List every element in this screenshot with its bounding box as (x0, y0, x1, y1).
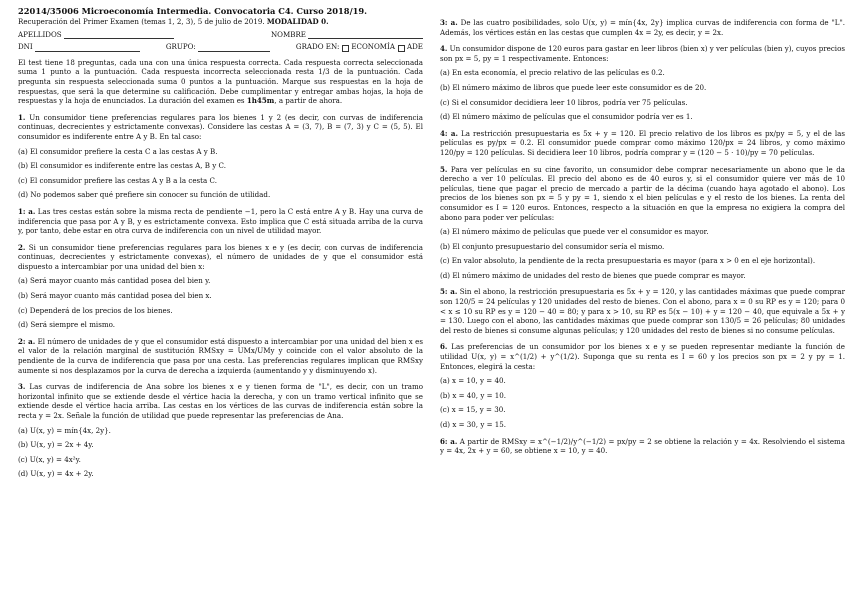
answer-label: 6: a. (440, 436, 458, 446)
answer-label: 2: a. (18, 336, 36, 346)
question-number: 3. (18, 382, 26, 392)
q4-option-b[interactable]: (b) El número máximo de libros que puede leer este consumidor es de 20. (440, 82, 707, 92)
q1-option-b[interactable]: (b) El consumidor es indiferente entre las cestas A, B y C. (18, 161, 226, 171)
dni-label: DNI (18, 42, 33, 52)
ade-checkbox[interactable] (398, 45, 405, 52)
dni-line[interactable] (35, 44, 140, 52)
answer-2 (18, 337, 423, 375)
answer-text: Sin el abono, la restricción presupuestaria es 5x + y = 120, y las cantidades máximas que puede comprar son 120/5 = 24 películas y 120 unidades del resto de bienes. Con el abono, para x = 0 su RP es y = 120; para 0 < x ≤ 10 su RP es y = 120 − 40 = 80; y para x > 10, su RP es 5(x − 10) + y = 120 − 40, que equivale a 5x + y = 130. Luego con el abono, las cantidades máximas que puede comprar son 130/5 = 26 películas; 80 unidades del resto de bienes si consume algunas películas; y 120 unidades del resto de bienes si no consume películas. (440, 287, 845, 335)
question-number: 6. (440, 342, 448, 352)
apellidos-line[interactable] (64, 31, 174, 39)
question-text: Un consumidor dispone de 120 euros para gastar en leer libros (bien x) y ver películas (bien y), cuyos precios son px = 5, py = 1 respectivamente. Entonces: (440, 44, 845, 63)
question-2 (18, 243, 423, 272)
grado-field (296, 42, 423, 52)
answer-label: 3: a. (440, 18, 458, 27)
dni-field[interactable] (18, 42, 140, 52)
answer-3 (440, 18, 845, 37)
question-text: Las preferencias de un consumidor por los bienes x e y se pueden representar mediante la función de utilidad U(x, y) = x^(1/2) + y^(1/2). Suponga que su renta es I = 60 y los precios son px = 2 y py = 1. Entonces, elegirá la cesta: (440, 342, 845, 371)
q6-option-d[interactable]: (d) x = 30, y = 15. (440, 420, 507, 429)
grupo-field[interactable] (166, 42, 270, 52)
q2-option-c[interactable]: (c) Dependerá de los precios de los bienes. (18, 305, 173, 315)
name-fields-row (18, 30, 423, 40)
q4-option-d[interactable]: (d) El número máximo de películas que el consumidor podría ver es 1. (440, 112, 693, 122)
economia-label: ECONOMÍA (351, 42, 395, 52)
answer-1 (18, 207, 423, 236)
question-number: 4. (440, 44, 448, 54)
q2-option-d[interactable]: (d) Será siempre el mismo. (18, 320, 115, 330)
answer-text: A partir de RMSxy = x^(−1/2)/y^(−1/2) = px/py = 2 se obtiene la relación y = 4x. Resolviendo el sistema y = 4x, 2x + y = 60, se obtiene x = 10, y = 40. (440, 436, 845, 456)
id-fields-row (18, 42, 423, 52)
question-text: Para ver películas en su cine favorito, un consumidor debe comprar necesariamente un abono que le da derecho a ver 10 películas. El precio del abono es de 40 euros y, si el consumidor quiere ver más de 10 películas, tiene que pagar el precio de mercado a partir de la décima (cuando haya agotado el abono). Los precios de los bienes son px = 5 y py = 1, siendo x el bien películas e y el resto de los bienes. La renta del consumidor es I = 120 euros. Entonces, respecto a la situación en que la empresa no exigiera la compra del abono para poder ver películas: (440, 164, 845, 222)
q2-option-a[interactable]: (a) Será mayor cuanto más cantidad posea del bien y. (18, 276, 211, 286)
answer-6 (440, 437, 845, 456)
grupo-label: GRUPO: (165, 42, 196, 52)
left-column (18, 6, 423, 479)
question-number: 5. (440, 164, 448, 174)
right-column (440, 6, 845, 456)
answer-text: Las tres cestas están sobre la misma recta de pendiente −1, pero la C está entre A y B. Hay una curva de indiferencia que pasa por A y B, y es estrictamente convexa. Esto implica que C está situada arriba de la curva y, por tanto, debe estar en otra curva de indiferencia con un nivel de utilidad mayor. (18, 206, 423, 236)
exam-subtitle (18, 17, 423, 27)
question-number: 2. (18, 242, 26, 252)
q6-option-a[interactable]: (a) x = 10, y = 40. (440, 376, 506, 386)
q4-option-a[interactable]: (a) En esta economía, el precio relativo de las películas es 0.2. (440, 68, 665, 78)
q5-option-b[interactable]: (b) El conjunto presupuestario del consumidor sería el mismo. (440, 241, 665, 251)
question-text: Un consumidor tiene preferencias regulares para los bienes 1 y 2 (es decir, con curvas de indiferencia continuas, decrecientes y estrictamente convexas). Considere las cestas A = (3, 7), B = (7, 3) y C = (5, 5). El consumidor es indiferente entre A y B. En tal caso: (18, 112, 423, 141)
q5-option-a[interactable]: (a) El número máximo de películas que puede ver el consumidor es mayor. (440, 227, 709, 237)
q5-option-d[interactable]: (d) El número máximo de unidades del resto de bienes que puede comprar es mayor. (440, 270, 746, 280)
q4-option-c[interactable]: (c) Si el consumidor decidiera leer 10 libros, podría ver 75 películas. (440, 97, 688, 107)
nombre-label: NOMBRE (270, 29, 306, 39)
grupo-line[interactable] (198, 44, 270, 52)
q3-option-a[interactable]: (a) U(x, y) = mín{4x, 2y}. (18, 425, 111, 435)
answer-4 (440, 129, 845, 158)
modality-label: MODALIDAD 0. (266, 17, 329, 26)
question-text: Si un consumidor tiene preferencias regulares para los bienes x e y (es decir, con curvas de indiferencia continuas, decrecientes y estrictamente convexas), el número de unidades de y que el consumidor está dispuesto a intercambiar por una unidad del bien x: (18, 242, 423, 271)
nombre-line[interactable] (308, 31, 423, 39)
duration: 1h45m (246, 96, 275, 106)
question-1 (18, 113, 423, 142)
question-number: 1. (18, 112, 26, 122)
question-text: Las curvas de indiferencia de Ana sobre los bienes x e y tienen forma de "L", es decir, con un tramo horizontal infinito que se extiende desde el vértice hacia la derecha, y con un tramo vertical infinito que se extiende desde el vértice hacia arriba. Las cestas en los vértices de las curvas de indiferencia están sobre la recta y = 2x. Señale la función de utilidad que puede representar las preferencias de Ana. (18, 382, 423, 420)
q1-option-d[interactable]: (d) No podemos saber qué prefiere sin conocer su función de utilidad. (18, 190, 271, 200)
q3-option-c[interactable]: (c) U(x, y) = 4x²y. (18, 454, 81, 464)
question-4 (440, 44, 845, 63)
answer-text: De las cuatro posibilidades, solo U(x, y) = mín{4x, 2y} implica curvas de indiferencia con forma de "L". Además, los vértices están en las cestas que cumplen 4x = 2y, es decir, y = 2x. (440, 18, 845, 37)
ade-label: ADE (406, 42, 423, 52)
subtitle-text: Recuperación del Primer Examen (temas 1, 2, 3), 5 de julio de 2019. (18, 17, 267, 26)
nombre-field[interactable] (271, 30, 423, 40)
q6-option-c[interactable]: (c) x = 15, y = 30. (440, 405, 506, 415)
question-5 (440, 165, 845, 223)
q3-option-b[interactable]: (b) U(x, y) = 2x + 4y. (18, 440, 94, 450)
instructions (18, 58, 423, 106)
answer-label: 1: a. (18, 206, 36, 216)
exam-title: 22014/35006 Microeconomía Intermedia. Convocatoria C4. Curso 2018/19. (18, 6, 368, 16)
instructions-text: El test tiene 18 preguntas, cada una con una única respuesta correcta. Cada respuesta correcta seleccionada suma 1 punto a la puntuación. Cada respuesta incorrecta seleccionada resta 1/3 de la puntuación. Cada pregunta sin respuesta seleccionada suma 0 puntos a la puntuación. Marque sus respuestas en la hoja de respuestas, que será la que determine su calificación. Debe cumplimentar y entregar ambas hojas, la hoja de respuestas y la hoja de enunciados. La duración del examen es (18, 57, 423, 106)
q5-option-c[interactable]: (c) En valor absoluto, la pendiente de la recta presupuestaria es mayor (para x > 0 en el eje horizontal). (440, 256, 816, 266)
answer-text: La restricción presupuestaria es 5x + y = 120. El precio relativo de los libros es px/py = 5, y el de las películas es py/px = 0.2. El consumidor puede comprar como máximo 120/px = 24 libros, y como máximo 120/py = 120 películas. Si decidiera leer 10 libros, podría comprar y = (120 − 5 · 10)/py = 70 películas. (440, 128, 846, 157)
answer-label: 5: a. (440, 287, 458, 297)
answer-label: 4: a. (440, 128, 458, 138)
q3-option-d[interactable]: (d) U(x, y) = 4x + 2y. (18, 469, 94, 479)
q1-option-c[interactable]: (c) El consumidor prefiere las cestas A y B a la cesta C. (18, 175, 217, 185)
economia-checkbox[interactable] (342, 45, 349, 52)
apellidos-label: APELLIDOS (18, 29, 62, 39)
question-6 (440, 342, 845, 371)
instructions-tail: , a partir de ahora. (274, 96, 343, 106)
q2-option-b[interactable]: (b) Será mayor cuanto más cantidad posea del bien x. (18, 291, 212, 301)
answer-5 (440, 287, 845, 335)
answer-text: El número de unidades de y que el consumidor está dispuesto a intercambiar por una unidad del bien x es el valor de la relación marginal de sustitución RMSxy = UMx/UMy y coincide con el valor absoluto de la pendiente de la curva de indiferencia que pasa por una cesta. Las preferencias regulares implican que RMSxy aumente si nos desplazamos por la curva de derecha a izquierda (aumentando y y disminuyendo x). (18, 336, 423, 375)
q6-option-b[interactable]: (b) x = 40, y = 10. (440, 390, 507, 400)
apellidos-field[interactable] (18, 30, 174, 40)
grado-label: GRADO EN: (295, 42, 340, 52)
q1-option-a[interactable]: (a) El consumidor prefiere la cesta C a las cestas A y B. (18, 146, 218, 156)
question-3 (18, 382, 423, 420)
